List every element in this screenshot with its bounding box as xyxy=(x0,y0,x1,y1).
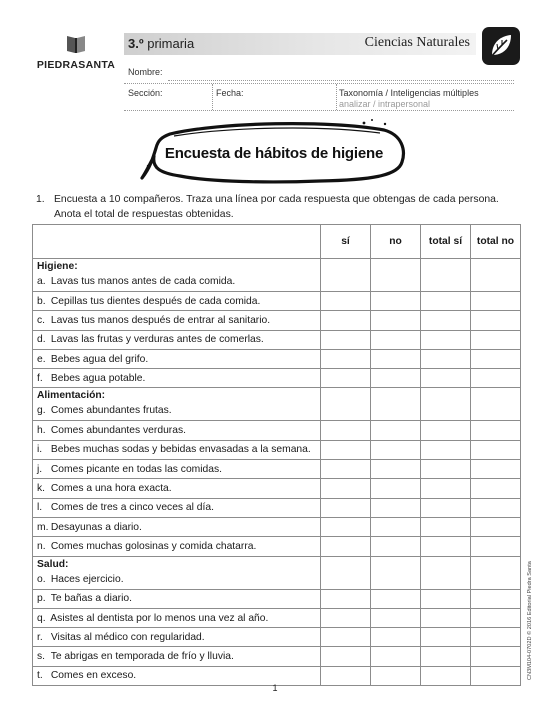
item-letter: j. xyxy=(37,463,43,475)
grade-subject-bar xyxy=(124,33,476,55)
worksheet-title: Encuesta de hábitos de higiene xyxy=(164,145,384,162)
no-cell[interactable] xyxy=(371,517,421,536)
total-si-cell[interactable] xyxy=(421,537,471,556)
table-row xyxy=(33,589,521,608)
total-si-cell[interactable] xyxy=(421,311,471,330)
table-row xyxy=(33,479,521,498)
item-letter: c. xyxy=(37,314,46,326)
item-letter: f. xyxy=(37,372,43,384)
item-letter: h. xyxy=(37,425,46,437)
si-cell[interactable] xyxy=(321,388,371,421)
table-row xyxy=(33,388,521,421)
si-cell[interactable] xyxy=(321,349,371,368)
form-separator xyxy=(336,84,337,110)
total-si-cell[interactable] xyxy=(421,628,471,647)
item-text: Bebes muchas sodas y bebidas envasadas a la semana. xyxy=(50,444,311,456)
total-no-cell[interactable] xyxy=(471,589,521,608)
total-si-cell[interactable] xyxy=(421,556,471,589)
item-letter: m. xyxy=(37,521,49,533)
total-no-cell[interactable] xyxy=(471,628,521,647)
total-no-cell[interactable] xyxy=(471,421,521,440)
table-row xyxy=(33,259,521,292)
si-cell[interactable] xyxy=(321,421,371,440)
total-si-cell[interactable] xyxy=(421,421,471,440)
si-cell[interactable] xyxy=(321,460,371,479)
item-text: Comes de tres a cinco veces al día. xyxy=(50,502,214,514)
no-cell[interactable] xyxy=(371,292,421,311)
grade-word: primaria xyxy=(147,36,195,51)
total-si-cell[interactable] xyxy=(421,517,471,536)
total-si-cell[interactable] xyxy=(421,440,471,459)
total-si-cell[interactable] xyxy=(421,479,471,498)
question-cell xyxy=(33,537,321,556)
total-no-cell[interactable] xyxy=(471,460,521,479)
total-si-cell[interactable] xyxy=(421,292,471,311)
header-si: sí xyxy=(321,225,371,259)
taxonomy-label: Taxonomía / Inteligencias múltiples xyxy=(339,88,479,98)
question-cell xyxy=(33,259,321,292)
total-no-cell[interactable] xyxy=(471,388,521,421)
question-cell xyxy=(33,330,321,349)
si-cell[interactable] xyxy=(321,440,371,459)
item-letter: l. xyxy=(37,502,43,514)
category-label: Alimentación: xyxy=(37,390,106,402)
table-row xyxy=(33,460,521,479)
total-si-cell[interactable] xyxy=(421,259,471,292)
item-text: Lavas tus manos antes de cada comida. xyxy=(50,276,236,287)
book-icon xyxy=(65,33,87,55)
subject-icon-box xyxy=(482,27,520,65)
item-text: Comes muchas golosinas y comida chatarra. xyxy=(50,540,257,552)
table-row xyxy=(33,608,521,627)
si-cell[interactable] xyxy=(321,369,371,388)
header-question xyxy=(33,225,321,259)
category-label: Higiene: xyxy=(37,261,78,272)
table-row xyxy=(33,421,521,440)
survey-body xyxy=(33,259,521,686)
total-no-cell[interactable] xyxy=(471,311,521,330)
total-si-cell[interactable] xyxy=(421,369,471,388)
item-letter: d. xyxy=(37,334,46,346)
no-cell[interactable] xyxy=(371,369,421,388)
publisher-logo xyxy=(30,33,122,71)
total-no-cell[interactable] xyxy=(471,369,521,388)
si-cell[interactable] xyxy=(321,556,371,589)
name-label: Nombre: xyxy=(128,67,163,77)
question-cell xyxy=(33,311,321,330)
item-letter: e. xyxy=(37,353,46,365)
question-cell xyxy=(33,556,321,589)
si-cell[interactable] xyxy=(321,311,371,330)
question-cell xyxy=(33,440,321,459)
item-text: Haces ejercicio. xyxy=(50,573,124,585)
si-cell[interactable] xyxy=(321,517,371,536)
no-cell[interactable] xyxy=(371,421,421,440)
table-row xyxy=(33,537,521,556)
si-cell[interactable] xyxy=(321,537,371,556)
question-cell xyxy=(33,647,321,666)
si-cell[interactable] xyxy=(321,498,371,517)
item-text: Comes abundantes frutas. xyxy=(50,405,172,417)
no-cell[interactable] xyxy=(371,628,421,647)
total-no-cell[interactable] xyxy=(471,479,521,498)
no-cell[interactable] xyxy=(371,460,421,479)
si-cell[interactable] xyxy=(321,608,371,627)
header-total-si: total sí xyxy=(421,225,471,259)
item-letter: p. xyxy=(37,593,46,605)
si-cell[interactable] xyxy=(321,330,371,349)
item-letter: o. xyxy=(37,573,46,585)
question-cell xyxy=(33,628,321,647)
publisher-name: PIEDRASANTA xyxy=(36,59,116,71)
table-row xyxy=(33,330,521,349)
total-no-cell[interactable] xyxy=(471,292,521,311)
total-si-cell[interactable] xyxy=(421,608,471,627)
header-total-no: total no xyxy=(471,225,521,259)
total-no-cell[interactable] xyxy=(471,498,521,517)
section-label: Sección: xyxy=(128,88,163,98)
total-si-cell[interactable] xyxy=(421,460,471,479)
total-no-cell[interactable] xyxy=(471,259,521,292)
table-row xyxy=(33,311,521,330)
si-cell[interactable] xyxy=(321,292,371,311)
form-divider xyxy=(124,110,514,111)
item-text: Te bañas a diario. xyxy=(50,593,132,605)
table-row xyxy=(33,349,521,368)
subject-title: Ciencias Naturales xyxy=(364,35,470,50)
no-cell[interactable] xyxy=(371,556,421,589)
question-cell xyxy=(33,498,321,517)
item-text: Te abrigas en temporada de frío y lluvia. xyxy=(50,651,234,663)
total-no-cell[interactable] xyxy=(471,537,521,556)
total-si-cell[interactable] xyxy=(421,349,471,368)
item-text: Desayunas a diario. xyxy=(50,521,142,533)
item-text: Comes picante en todas las comidas. xyxy=(50,463,223,475)
item-letter: r. xyxy=(37,631,43,643)
item-letter: b. xyxy=(37,295,46,307)
si-cell[interactable] xyxy=(321,628,371,647)
table-row xyxy=(33,647,521,666)
total-si-cell[interactable] xyxy=(421,498,471,517)
item-letter: s. xyxy=(37,651,46,663)
instruction-number: 1. xyxy=(36,194,45,205)
leaf-icon xyxy=(482,27,520,65)
no-cell[interactable] xyxy=(371,440,421,459)
item-letter: t. xyxy=(37,670,43,682)
total-si-cell[interactable] xyxy=(421,330,471,349)
item-text: Cepillas tus dientes después de cada comida. xyxy=(50,295,261,307)
item-letter: i. xyxy=(37,444,43,456)
table-row xyxy=(33,628,521,647)
no-cell[interactable] xyxy=(371,311,421,330)
instruction-text: Encuesta a 10 compañeros. Traza una línea por cada respuesta que obtengas de cada persona. Anota el total de respuestas obtenidas. xyxy=(54,194,499,220)
no-cell[interactable] xyxy=(371,479,421,498)
question-cell xyxy=(33,460,321,479)
question-cell xyxy=(33,479,321,498)
item-text: Comes en exceso. xyxy=(50,670,137,682)
question-cell xyxy=(33,517,321,536)
item-text: Comes abundantes verduras. xyxy=(50,425,186,437)
table-row xyxy=(33,440,521,459)
item-letter: a. xyxy=(37,276,46,287)
table-header-row xyxy=(33,225,521,259)
page-number: 1 xyxy=(272,683,278,693)
total-no-cell[interactable] xyxy=(471,556,521,589)
item-text: Asistes al dentista por lo menos una vez al año. xyxy=(50,612,269,624)
grade-number: 3.º xyxy=(128,36,144,51)
question-cell xyxy=(33,589,321,608)
total-no-cell[interactable] xyxy=(471,647,521,666)
item-text: Lavas tus manos después de entrar al sanitario. xyxy=(50,314,271,326)
si-cell[interactable] xyxy=(321,259,371,292)
item-letter: g. xyxy=(37,405,46,417)
no-cell[interactable] xyxy=(371,498,421,517)
grade-label xyxy=(128,36,194,51)
no-cell[interactable] xyxy=(371,589,421,608)
no-cell[interactable] xyxy=(371,349,421,368)
table-row xyxy=(33,498,521,517)
item-text: Visitas al médico con regularidad. xyxy=(50,631,205,643)
item-text: Bebes agua potable. xyxy=(50,372,146,384)
no-cell[interactable] xyxy=(371,388,421,421)
form-divider xyxy=(124,83,514,84)
header-no: no xyxy=(371,225,421,259)
date-label: Fecha: xyxy=(216,88,244,98)
table-row xyxy=(33,369,521,388)
total-no-cell[interactable] xyxy=(471,349,521,368)
no-cell[interactable] xyxy=(371,608,421,627)
item-letter: q. xyxy=(37,612,46,624)
total-si-cell[interactable] xyxy=(421,589,471,608)
table-row xyxy=(33,292,521,311)
table-row xyxy=(33,517,521,536)
table-row xyxy=(33,556,521,589)
total-si-cell[interactable] xyxy=(421,388,471,421)
item-letter: n. xyxy=(37,540,46,552)
copyright-code: CN3M104-0702D © 2016 Editorial Piedra Santa xyxy=(527,561,533,680)
total-no-cell[interactable] xyxy=(471,330,521,349)
item-letter: k. xyxy=(37,483,46,495)
no-cell[interactable] xyxy=(371,537,421,556)
category-label: Salud: xyxy=(37,558,69,570)
total-no-cell[interactable] xyxy=(471,517,521,536)
si-cell[interactable] xyxy=(321,479,371,498)
question-cell xyxy=(33,421,321,440)
no-cell[interactable] xyxy=(371,647,421,666)
si-cell[interactable] xyxy=(321,647,371,666)
no-cell[interactable] xyxy=(371,259,421,292)
survey-table xyxy=(32,224,521,686)
total-no-cell[interactable] xyxy=(471,440,521,459)
question-cell xyxy=(33,388,321,421)
item-text: Lavas las frutas y verduras antes de comerlas. xyxy=(50,334,264,346)
title-banner xyxy=(140,118,408,190)
si-cell[interactable] xyxy=(321,589,371,608)
question-cell xyxy=(33,369,321,388)
total-no-cell[interactable] xyxy=(471,608,521,627)
taxonomy-value: analizar / intrapersonal xyxy=(339,99,431,109)
question-cell xyxy=(33,349,321,368)
question-cell xyxy=(33,608,321,627)
name-field[interactable] xyxy=(168,80,514,81)
question-cell xyxy=(33,292,321,311)
no-cell[interactable] xyxy=(371,330,421,349)
total-si-cell[interactable] xyxy=(421,647,471,666)
item-text: Comes a una hora exacta. xyxy=(50,483,172,495)
form-separator xyxy=(212,84,213,110)
item-text: Bebes agua del grifo. xyxy=(50,353,149,365)
